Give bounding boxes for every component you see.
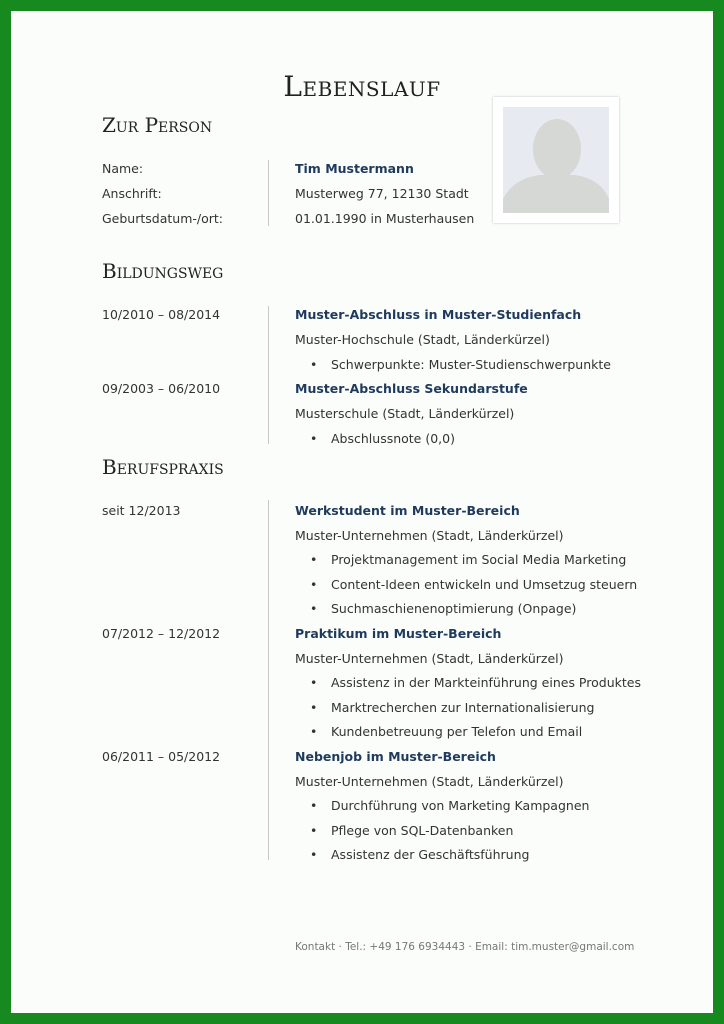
entry-place: Muster-Unternehmen (Stadt, Länderkürzel) <box>295 651 564 666</box>
birth-value: 01.01.1990 in Musterhausen <box>295 211 475 226</box>
list-item <box>0 823 724 847</box>
entry-date: 09/2003 – 06/2010 <box>102 381 221 396</box>
section-title-bildung: Bildungsweg <box>102 259 224 283</box>
address-label: Anschrift: <box>102 186 162 201</box>
bullet-icon: • <box>310 675 318 690</box>
section-title-beruf: Berufspraxis <box>102 455 224 479</box>
list-item-text: Schwerpunkte: Muster-Studienschwerpunkte <box>331 357 611 372</box>
list-item-text: Abschlussnote (0,0) <box>331 431 455 446</box>
list-item-text: Kundenbetreuung per Telefon und Email <box>331 724 583 739</box>
bullet-icon: • <box>310 847 318 862</box>
list-item-text: Pflege von SQL-Datenbanken <box>331 823 514 838</box>
address-value: Musterweg 77, 12130 Stadt <box>295 186 469 201</box>
entry-place: Muster-Unternehmen (Stadt, Länderkürzel) <box>295 774 564 789</box>
profile-silhouette-icon <box>503 107 609 213</box>
bullet-icon: • <box>310 552 318 567</box>
bullet-icon: • <box>310 798 318 813</box>
birth-label: Geburtsdatum-/ort: <box>102 211 224 226</box>
profile-photo <box>493 97 619 223</box>
list-item <box>0 847 724 871</box>
bullet-icon: • <box>310 724 318 739</box>
bullet-icon: • <box>310 601 318 616</box>
entry-place: Muster-Unternehmen (Stadt, Länderkürzel) <box>295 528 564 543</box>
list-item <box>0 577 724 601</box>
entry-place: Muster-Hochschule (Stadt, Länderkürzel) <box>295 332 550 347</box>
entry-title: Muster-Abschluss Sekundarstufe <box>295 381 528 396</box>
list-item <box>0 357 724 381</box>
bullet-icon: • <box>310 700 318 715</box>
list-item-text: Durchführung von Marketing Kampagnen <box>331 798 590 813</box>
name-value: Tim Mustermann <box>295 161 414 176</box>
list-item-text: Content-Ideen entwickeln und Umsetzug steuern <box>331 577 638 592</box>
entry-place: Musterschule (Stadt, Länderkürzel) <box>295 406 515 421</box>
list-item <box>0 700 724 724</box>
contact-footer: Kontakt · Tel.: +49 176 6934443 · Email: tim.muster@gmail.com <box>295 941 635 953</box>
bullet-icon: • <box>310 357 318 372</box>
list-item-text: Suchmaschienenoptimierung (Onpage) <box>331 601 577 616</box>
bullet-icon: • <box>310 823 318 838</box>
entry-date: 06/2011 – 05/2012 <box>102 749 221 764</box>
bildung-entry-1-place <box>0 332 724 356</box>
entry-title: Werkstudent im Muster-Bereich <box>295 503 520 518</box>
list-item-text: Assistenz in der Markteinführung eines Produktes <box>331 675 641 690</box>
section-title-person: Zur Person <box>102 113 213 137</box>
list-item-text: Marktrecherchen zur Internationalisierung <box>331 700 595 715</box>
list-item <box>0 601 724 625</box>
list-item <box>0 675 724 699</box>
list-item <box>0 798 724 822</box>
entry-title: Muster-Abschluss in Muster-Studienfach <box>295 307 582 322</box>
entry-date: 07/2012 – 12/2012 <box>102 626 221 641</box>
list-item <box>0 552 724 576</box>
entry-title: Praktikum im Muster-Bereich <box>295 626 502 641</box>
beruf-entry-1-place <box>0 528 724 552</box>
beruf-entry-3-place <box>0 774 724 798</box>
beruf-entry-2-place <box>0 651 724 675</box>
bildung-entry-1 <box>0 307 724 331</box>
bullet-icon: • <box>310 577 318 592</box>
list-item <box>0 724 724 748</box>
list-item <box>0 431 724 455</box>
entry-title: Nebenjob im Muster-Bereich <box>295 749 496 764</box>
bildung-entry-2 <box>0 381 724 405</box>
beruf-entry-2 <box>0 626 724 650</box>
entry-date: seit 12/2013 <box>102 503 181 518</box>
entry-date: 10/2010 – 08/2014 <box>102 307 221 322</box>
name-label: Name: <box>102 161 144 176</box>
bildung-entry-2-place <box>0 406 724 430</box>
bullet-icon: • <box>310 431 318 446</box>
document-title: Lebenslauf <box>283 70 441 103</box>
list-item-text: Assistenz der Geschäftsführung <box>331 847 530 862</box>
beruf-entry-1 <box>0 503 724 527</box>
list-item-text: Projektmanagement im Social Media Marketing <box>331 552 627 567</box>
beruf-entry-3 <box>0 749 724 773</box>
